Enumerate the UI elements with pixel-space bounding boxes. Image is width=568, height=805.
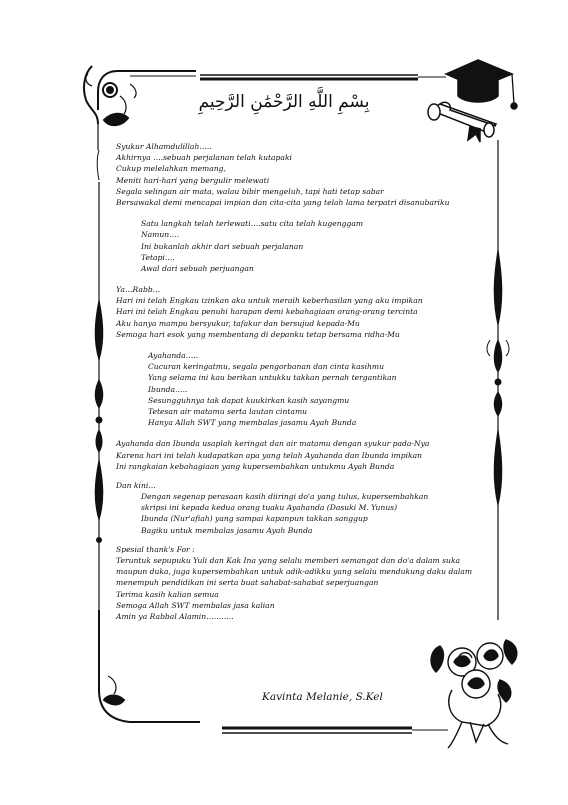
parent-line: Sesungguhnya tak dapat kuukirkan kasih sayangmu <box>148 395 350 405</box>
thanks-line: maupun duka, juga kupersembahkan untuk adik-adikku yang selalu mendukung daku dalam <box>116 567 473 577</box>
stanza-line: Satu langkah telah terlewati….satu cita telah kugenggam <box>141 219 364 229</box>
parent-line: Ayahanda….. <box>148 351 199 360</box>
intro-line: Cukup melelahkan memang, <box>116 164 226 174</box>
parent-line: Ibunda….. <box>148 384 188 394</box>
bottom-rule <box>222 728 412 733</box>
basmala-heading: بِسْمِ اللَّهِ الرَّحْمَٰنِ الرَّحِيمِ <box>198 92 370 112</box>
top-rule <box>200 75 418 79</box>
dedication-line: Bagiku untuk membalas jasamu Ayah Bunda <box>141 525 313 535</box>
stanza-line: Awal dari sebuah perjuangan <box>141 263 254 273</box>
vine-ornament-icon <box>95 182 103 610</box>
intro-line: Meniti hari-hari yang bergulir melewati <box>116 175 270 185</box>
thanks-heading: Spesial thank's For : <box>116 544 195 554</box>
author-signature: Kavinta Melanie, S.Kel <box>262 691 383 703</box>
dedication-line: Dengan segenap perasaan kasih diiringi do'a yang tulus, kupersembahkan <box>141 492 429 502</box>
prayer-line: Hari ini telah Engkau penuhi harapan demi kebahagiaan orang-orang tercinta <box>116 307 418 317</box>
parents-line: Karena hari ini telah kudapatkan apa yang telah Ayahanda dan Ibunda impikan <box>116 450 423 460</box>
intro-line: Segala selingan air mata, walau bibir mengeluh, tapi hati tetap sabar <box>116 186 384 196</box>
parents-line: Ini rangkaian kebahagiaan yang kupersembahkan untukmu Ayah Bunda <box>116 461 395 471</box>
thanks-line: Terima kasih kalian semua <box>116 589 219 599</box>
dedication-heading: Dan kini… <box>116 480 156 490</box>
vine-ornament-icon <box>487 140 509 620</box>
prayer-line: Semoga hari esok yang membentang di depanku tetap bersama ridha-Mu <box>116 329 400 339</box>
thanks-line: Amin ya Rabbal Alamin……….. <box>116 611 234 621</box>
prayer-heading: Ya…Rabb… <box>116 285 161 295</box>
parent-line: Hanya Allah SWT yang membalas jasamu Ayah Bunda <box>148 418 357 428</box>
thanks-line: Semoga Allah SWT membalas jasa kalian <box>116 600 275 610</box>
stanza-line: Ini bukanlah akhir dari sebuah perjalanan <box>141 241 304 251</box>
parent-line: Yang selama ini kau berikan untukku takkan pernah tergantikan <box>148 373 397 383</box>
intro-line: Syukur Alhamdulillah….. <box>116 142 212 151</box>
parent-line: Tetesan air matamu serta lautan cintamu <box>148 406 308 416</box>
dedication-line: Ibunda (Nur'afiah) yang sampai kapanpun takkan sanggup <box>141 514 368 524</box>
corner-flourish-icon <box>99 610 200 722</box>
parent-line: Cucuran keringatmu, segala pengorbanan dan cinta kasihmu <box>148 362 384 372</box>
intro-line: Akhirnya ….sebuah perjalanan telah kutapaki <box>116 153 292 163</box>
stanza-line: Tetapi…. <box>141 252 175 262</box>
thanks-line: Teruntuk sepupuku Yuli dan Kak Ina yang selalu memberi semangat dan do'a dalam suka <box>116 556 461 565</box>
parents-line: Ayahanda dan Ibunda usaplah keringat dan air matamu dengan syukur pada-Nya <box>116 439 430 449</box>
rose-bouquet-icon <box>412 640 517 748</box>
dedication-text <box>116 141 473 622</box>
prayer-line: Hari ini telah Engkau izinkan aku untuk meraih keberhasilan yang aku impikan <box>116 296 423 306</box>
thanks-line: menempuh pendidikan ini serta buat sahabat-sahabat seperjuangan <box>116 578 379 588</box>
dedication-line: skripsi ini kepada kedua orang tuaku Ayahanda (Dasuki M. Yunus) <box>141 503 398 513</box>
intro-line: Bersawakal demi mencapai impian dan cita-cita yang telah lama terpatri disanubariku <box>116 197 450 207</box>
stanza-line: Namun…. <box>141 230 180 240</box>
prayer-line: Aku hanya mampu bersyukur, tafakur dan bersujud kepada-Mu <box>116 318 360 328</box>
